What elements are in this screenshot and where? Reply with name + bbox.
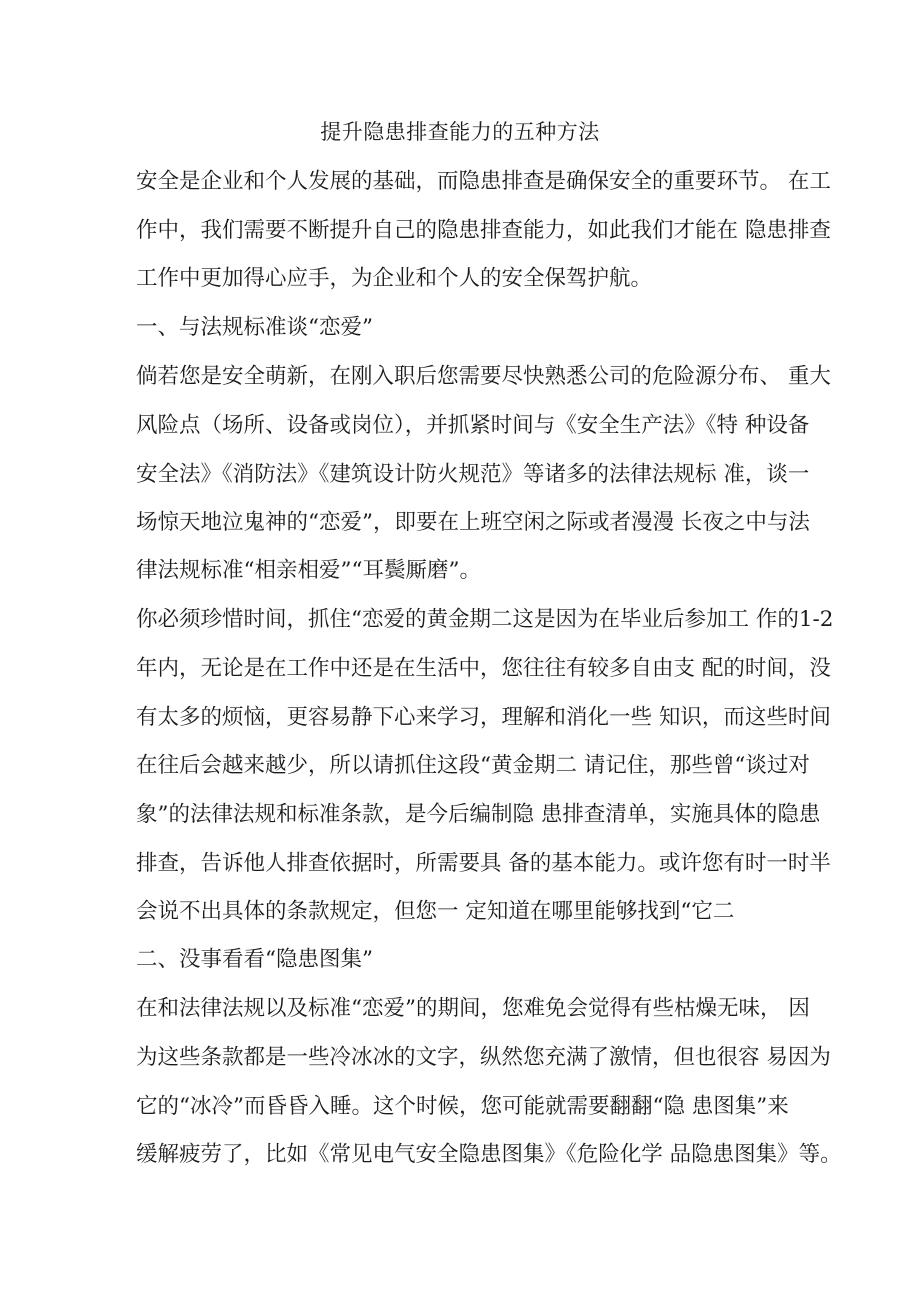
paragraph-line: 场惊天地泣鬼神的“恋爱”，即要在上班空闲之际或者漫漫 长夜之中与法 [136,510,810,535]
paragraph-line: 它的“冰冷”而昏昏入睡。这个时候，您可能就需要翻翻“隐 患图集”来 [136,1094,789,1119]
paragraph-line: 律法规标准“相亲相爱”“耳鬓厮磨”。 [136,558,481,583]
paragraph-line: 会说不出具体的条款规定，但您一 定知道在哪里能够找到“它二 [136,899,735,924]
paragraph-line: 排查，告诉他人排查依据时，所需要具 备的基本能力。或许您有时一时半 [136,851,831,876]
paragraph-line: 年内，无论是在工作中还是在生活中，您往往有较多自由支 配的时间，没 [136,656,831,681]
paragraph-line: 安全法》《消防法》《建筑设计防火规范》等诸多的法律法规标 准，谈一 [136,462,810,487]
paragraph-line: 有太多的烦恼，更容易静下心来学习，理解和消化一些 知识，而这些时间 [136,705,831,730]
paragraph-line: 在往后会越来越少，所以请抓住这段“黄金期二 请记住，那些曾“谈过对 [136,753,810,778]
paragraph-line: 作中，我们需要不断提升自己的隐患排查能力，如此我们才能在 隐患排查 [136,218,831,243]
section-heading: 一、与法规标准谈“恋爱” [136,315,373,340]
paragraph-line: 你必须珍惜时间，抓住“恋爱的黄金期二这是因为在毕业后参加工 作的1-2 [136,607,834,632]
paragraph-line: 工作中更加得心应手，为企业和个人的安全保驾护航。 [136,266,653,291]
document-title: 提升隐患排查能力的五种方法 [320,120,600,144]
paragraph-line: 象”的法律法规和标准条款，是今后编制隐 患排查清单，实施具体的隐患 [136,802,821,827]
paragraph-line: 在和法律法规以及标准“恋爱”的期间，您难免会觉得有些枯燥无味， 因 [136,996,810,1021]
paragraph-line: 缓解疲劳了，比如《常见电气安全隐患图集》《危险化学 品隐患图集》等。 [136,1142,842,1167]
paragraph-line: 为这些条款都是一些冷冰冰的文字，纵然您充满了激情，但也很容 易因为 [136,1045,831,1070]
paragraph-line: 安全是企业和个人发展的基础，而隐患排查是确保安全的重要环节。 在工 [136,169,831,194]
section-heading: 二、没事看看“隐患图集” [136,947,373,972]
paragraph-line: 风险点（场所、设备或岗位），并抓紧时间与《安全生产法》《特 种设备 [136,413,810,438]
paragraph-line: 倘若您是安全萌新，在刚入职后您需要尽快熟悉公司的危险源分布、 重大 [136,364,831,389]
